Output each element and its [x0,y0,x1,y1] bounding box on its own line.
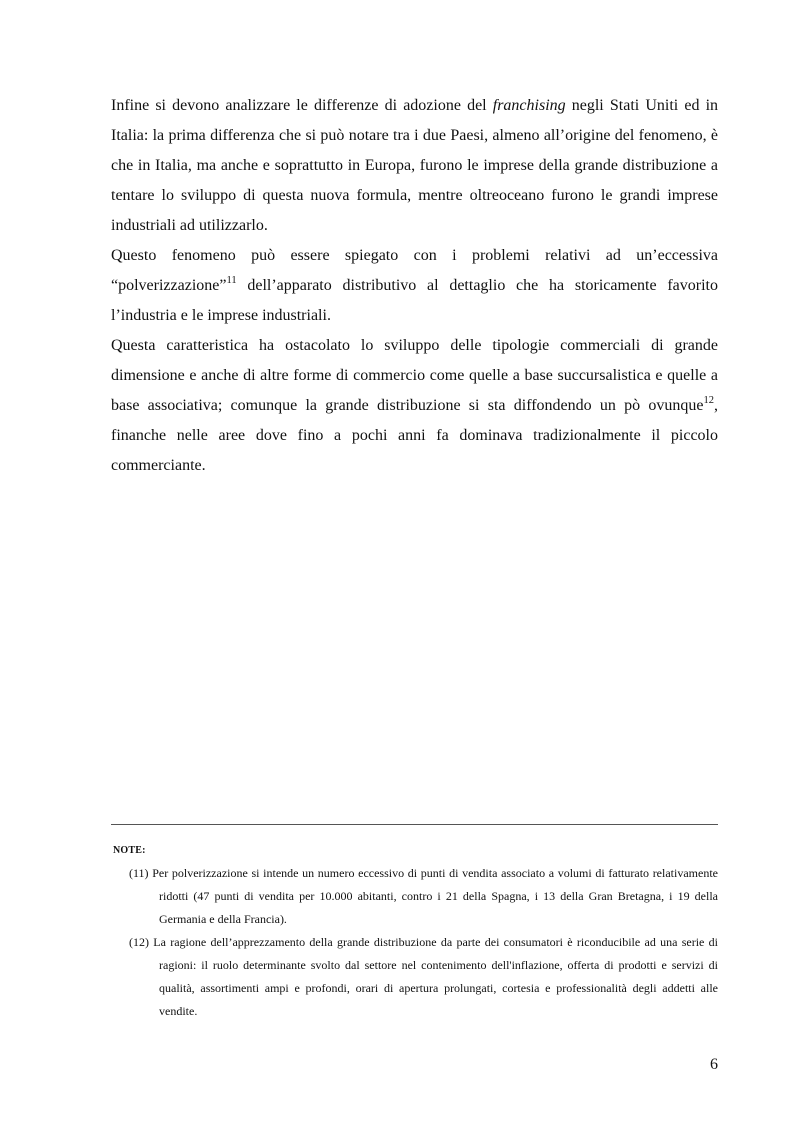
footnote-ref-11: 11 [226,274,237,286]
footnote-divider [111,824,718,825]
paragraph-3: Questa caratteristica ha ostacolato lo sviluppo delle tipologie commerciali di grande dimensione e anche di altre forme di commercio come quelle a base succursalistica e quelle a base associativa; comunque la grande distribuzione si sta diffondendo un pò ovunque$^{12}$, finanche nelle aree dove fino a pochi anni fa dominava tradizionalmente il piccolo commerciante. [111,337,718,474]
footnote-ref-12: 12 [703,394,714,406]
footnote-11: (11) Per polverizzazione si intende un numero eccessivo di punti di vendita associato a volumi di fatturato relativamente ridotti (47 punti di vendita per 10.000 abitanti, contro i 21 della Spagna, i 13 della Gran Bretagna, i 19 della Germania e della Francia). [129,866,718,926]
body-text [111,91,718,481]
italic-term: franchising [492,97,566,114]
notes-heading: NOTE: [113,845,146,856]
footnote-12: (12) La ragione dell’apprezzamento della grande distribuzione da parte dei consumatori è riconducibile ad una serie di ragioni: il ruolo determinante svolto dal settore nel contenimento dell'inflazione, offerta di prodotti e servizi di qualità, assortimenti ampi e profondi, orari di apertura prolungati, cortesia e professionalità degli addetti alle vendite. [129,935,718,1018]
paragraph-1: Infine si devono analizzare le differenze di adozione del franchising negli Stati Uniti ed in Italia: la prima differenza che si può notare tra i due Paesi, almeno all’origine del fenomeno, è che in Italia, ma anche e soprattutto in Europa, furono le imprese della grande distribuzione a tentare lo sviluppo di questa nuova formula, mentre oltreoceano furono le grandi imprese industriali ad utilizzarlo. [111,97,719,234]
paragraph-2: Questo fenomeno può essere spiegato con i problemi relativi ad un’eccessiva “polverizzazione”$^{11}$ dell’apparato distributivo al dettaglio che ha storicamente favorito l’industria e le imprese industriali. [111,247,718,324]
page-number: 6 [710,1056,718,1073]
